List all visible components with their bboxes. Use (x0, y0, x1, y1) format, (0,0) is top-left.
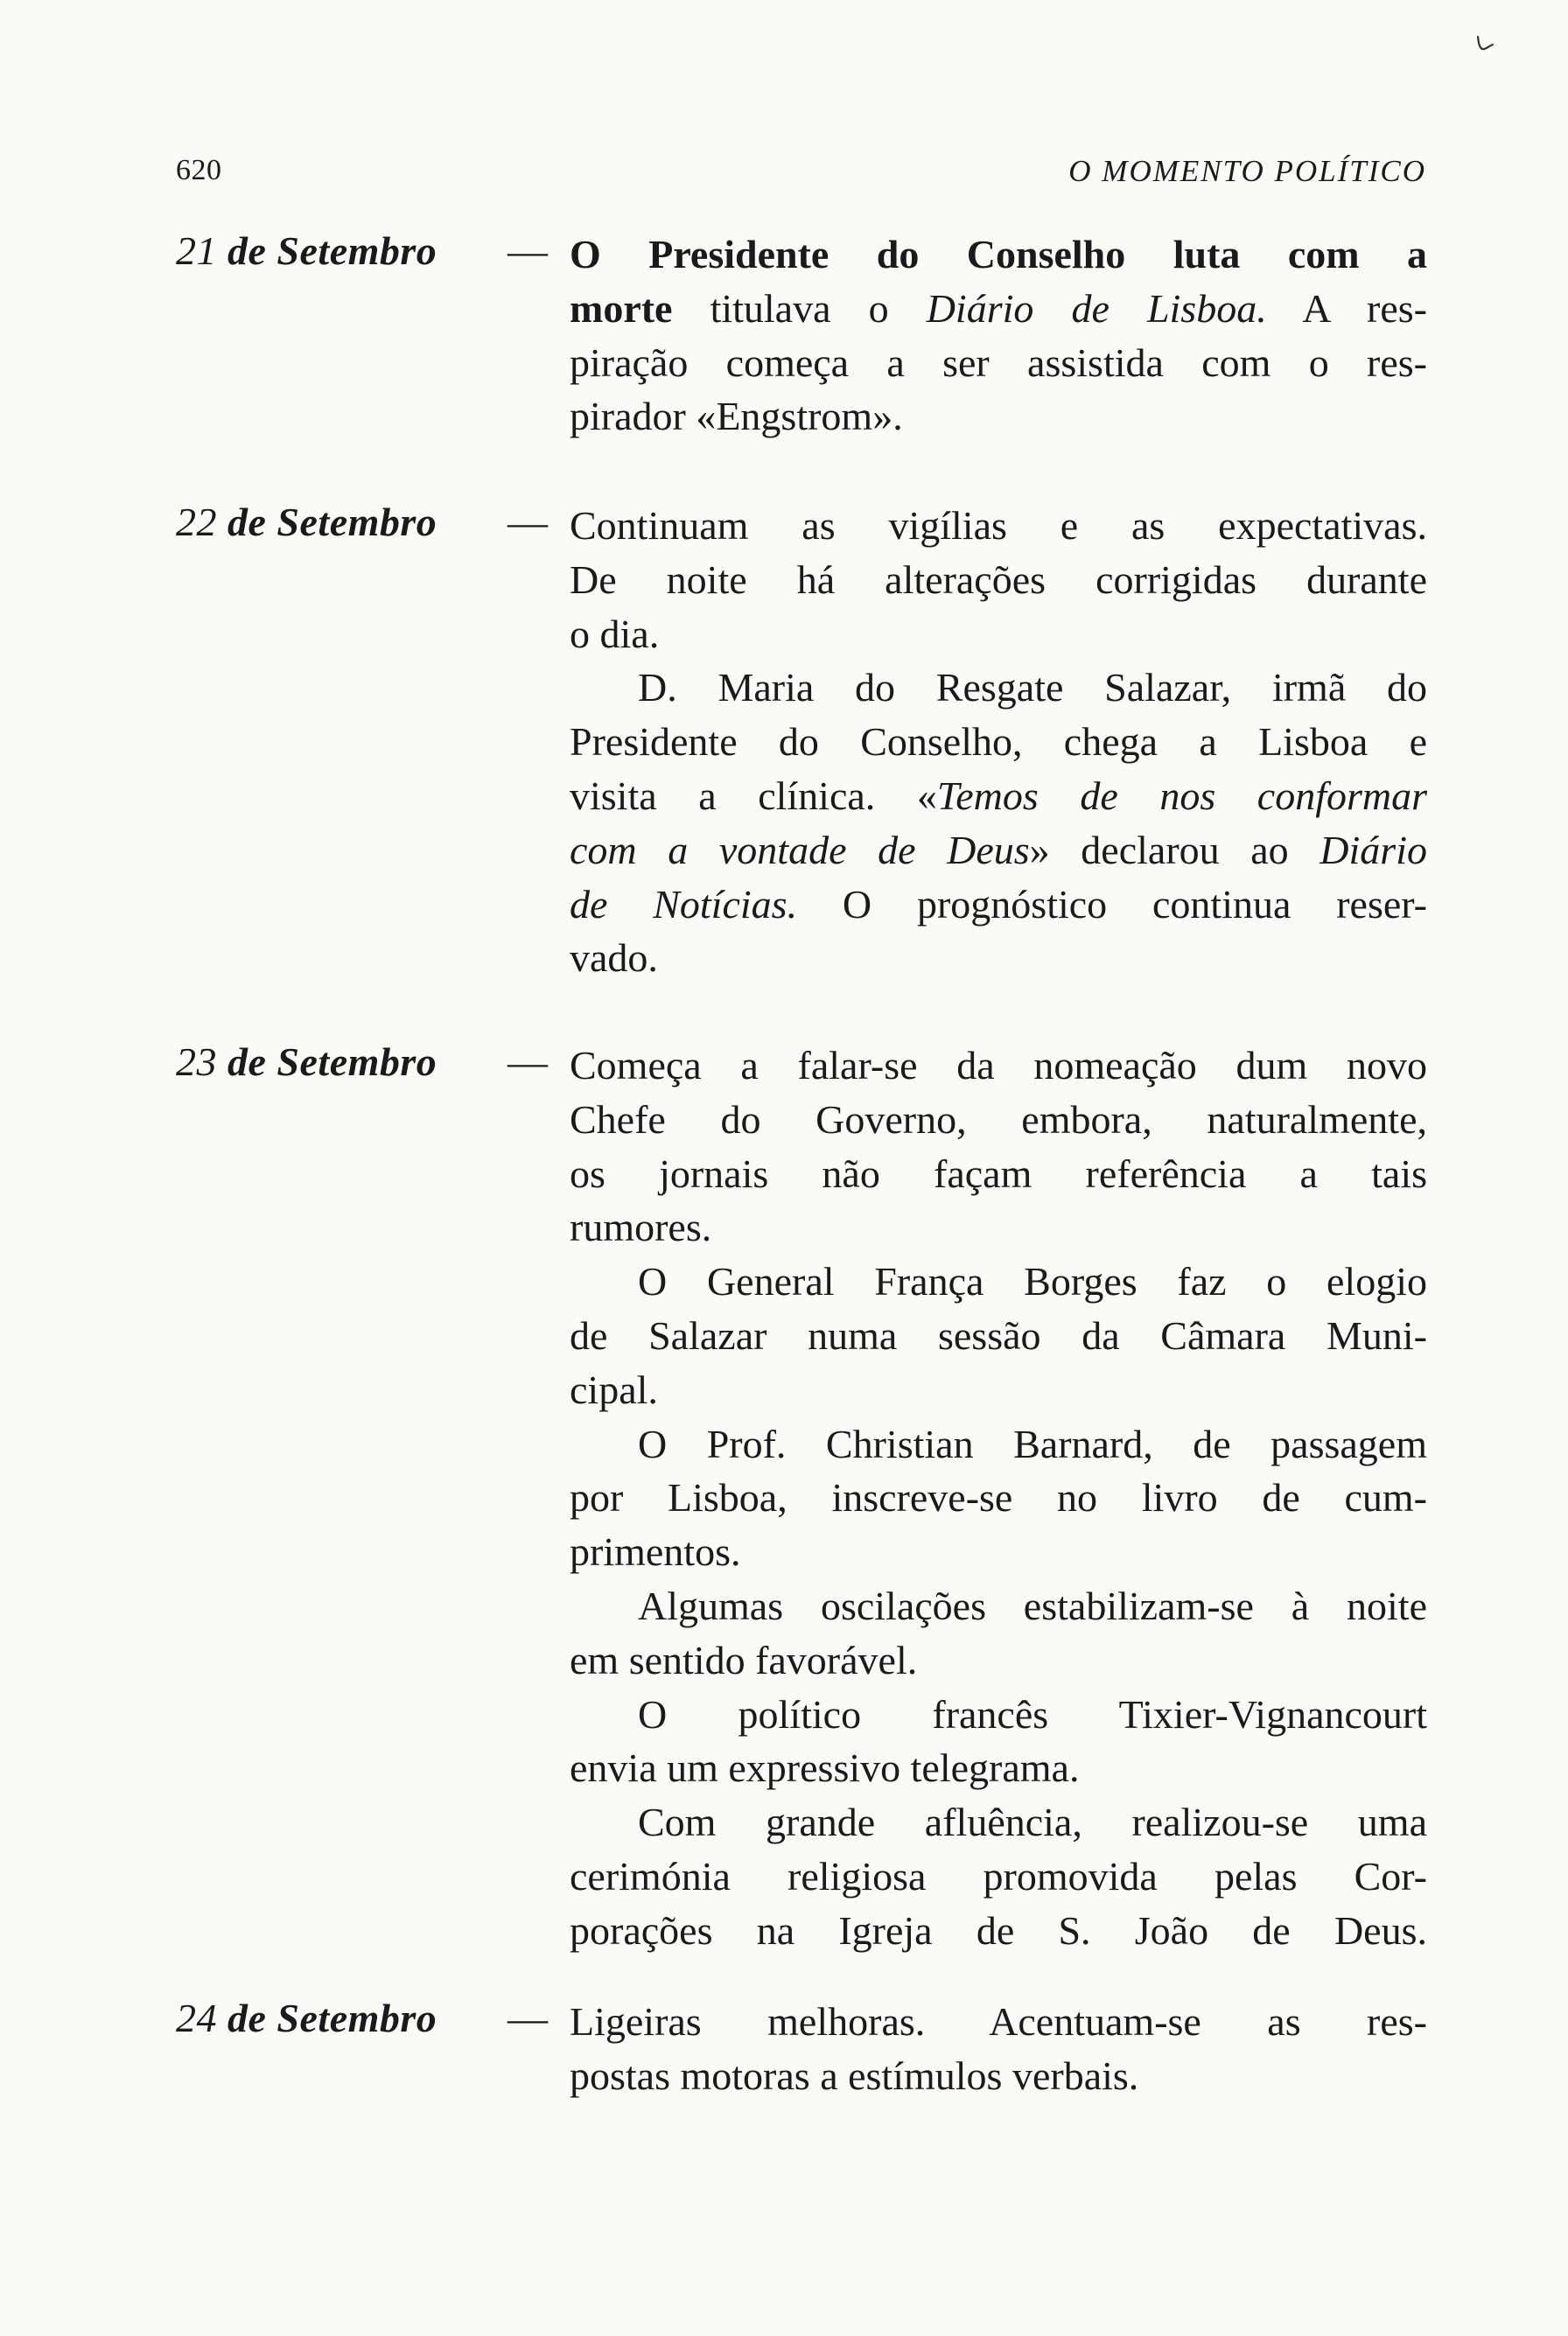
entry-text (570, 1039, 1427, 1958)
text-run: O Presidente do Conselho luta com a (570, 232, 1427, 276)
text-run: de Notícias. (570, 881, 798, 927)
text-line (570, 769, 1427, 823)
text-line (570, 1309, 1427, 1363)
text-run: cerimónia religiosa promovida pelas Cor- (570, 1853, 1427, 1899)
text-run: Algumas oscilações estabilizam-se à noite (638, 1583, 1427, 1628)
text-line (570, 389, 1427, 444)
text-line (570, 1741, 1427, 1795)
text-run: cipal. (570, 1367, 658, 1412)
text-line (570, 1363, 1427, 1417)
text-line (570, 1039, 1427, 1093)
text-run: envia um expressivo telegrama. (570, 1745, 1080, 1791)
entry-day: 23 (176, 1039, 217, 1084)
text-line (570, 2049, 1427, 2103)
em-dash: — (508, 228, 548, 273)
text-line (570, 607, 1427, 661)
text-line (570, 715, 1427, 769)
text-line (570, 1471, 1427, 1525)
entry-text (570, 499, 1427, 985)
text-run: primentos. (570, 1529, 741, 1575)
text-run: Presidente do Conselho, chega a Lisboa e (570, 719, 1427, 765)
text-run: Com grande afluência, realizou-se uma (638, 1800, 1427, 1845)
text-line (570, 1525, 1427, 1579)
text-line (570, 878, 1427, 932)
text-line (570, 282, 1427, 336)
text-run: pirador «Engstrom». (570, 394, 903, 439)
page-header (0, 154, 1568, 198)
running-title: O MOMENTO POLÍTICO (1068, 154, 1426, 188)
text-run: Ligeiras melhoras. Acentuam-se as res- (570, 1999, 1427, 2044)
text-run: o dia. (570, 611, 660, 656)
text-run: os jornais não façam referência a tais (570, 1151, 1427, 1196)
text-line (570, 1579, 1427, 1633)
text-line (570, 553, 1427, 607)
text-line (570, 1995, 1427, 2049)
text-run: O político francês Tixier-Vignancourt (638, 1691, 1427, 1737)
entry-date (176, 1039, 437, 1085)
text-line (570, 661, 1427, 715)
entry-day: 22 (176, 500, 217, 544)
text-line (570, 227, 1427, 282)
entry-text (570, 1995, 1427, 2103)
text-run: piração começa a ser assistida com o res- (570, 339, 1427, 385)
text-run: postas motoras a estímulos verbais. (570, 2053, 1139, 2098)
text-line (570, 1200, 1427, 1255)
page-number: 620 (176, 154, 222, 186)
entry-month: de Setembro (228, 228, 438, 273)
text-run: Chefe do Governo, embora, naturalmente, (570, 1096, 1427, 1142)
entry-month: de Setembro (228, 500, 438, 544)
em-dash: — (508, 1039, 548, 1084)
text-line (570, 1093, 1427, 1147)
em-dash: — (508, 1996, 548, 2040)
text-line (570, 1633, 1427, 1688)
entry-date (176, 227, 437, 274)
text-line (570, 499, 1427, 553)
text-run: O prognóstico continua reser- (797, 881, 1427, 927)
text-run: visita a clínica. « (570, 773, 937, 818)
text-run: rumores. (570, 1205, 712, 1250)
text-run: vado. (570, 935, 658, 981)
text-line (570, 1688, 1427, 1742)
text-line (570, 1904, 1427, 1958)
text-run: » declarou ao (1029, 827, 1320, 872)
text-run: Diário de Lisboa. (926, 285, 1267, 331)
em-dash: — (508, 500, 548, 544)
entry-month: de Setembro (228, 1039, 438, 1084)
text-run: A res- (1266, 285, 1427, 331)
text-run: De noite há alterações corrigidas durante (570, 556, 1427, 602)
text-line (570, 823, 1427, 878)
entry-date (176, 499, 437, 545)
text-line (570, 1147, 1427, 1201)
text-line (570, 1795, 1427, 1850)
text-run: morte (570, 285, 673, 331)
entry-day: 21 (176, 228, 217, 273)
entry-date (176, 1995, 437, 2041)
entry-text (570, 227, 1427, 444)
text-run: titulava o (672, 285, 927, 331)
text-run: de Salazar numa sessão da Câmara Muni- (570, 1312, 1427, 1358)
text-line (570, 931, 1427, 985)
entry-month: de Setembro (228, 1996, 438, 2040)
text-run: por Lisboa, inscreve-se no livro de cum- (570, 1475, 1427, 1521)
text-line (570, 1255, 1427, 1309)
text-run: D. Maria do Resgate Salazar, irmã do (638, 665, 1427, 710)
pencil-mark-icon (1475, 35, 1494, 54)
text-run: O General França Borges faz o elogio (638, 1259, 1427, 1304)
text-line (570, 1850, 1427, 1904)
text-line (570, 1417, 1427, 1472)
text-run: porações na Igreja de S. João de Deus. (570, 1907, 1427, 1953)
text-run: Temos de nos conformar (936, 773, 1428, 818)
text-run: em sentido favorável. (570, 1637, 918, 1682)
text-run: Continuam as vigílias e as expectativas. (570, 503, 1427, 548)
text-run: com a vontade de Deus (570, 827, 1030, 872)
entry-day: 24 (176, 1996, 217, 2040)
text-run: Diário (1320, 827, 1427, 872)
text-run: Começa a falar-se da nomeação dum novo (570, 1043, 1427, 1088)
text-line (570, 336, 1427, 390)
text-run: O Prof. Christian Barnard, de passagem (638, 1421, 1427, 1466)
